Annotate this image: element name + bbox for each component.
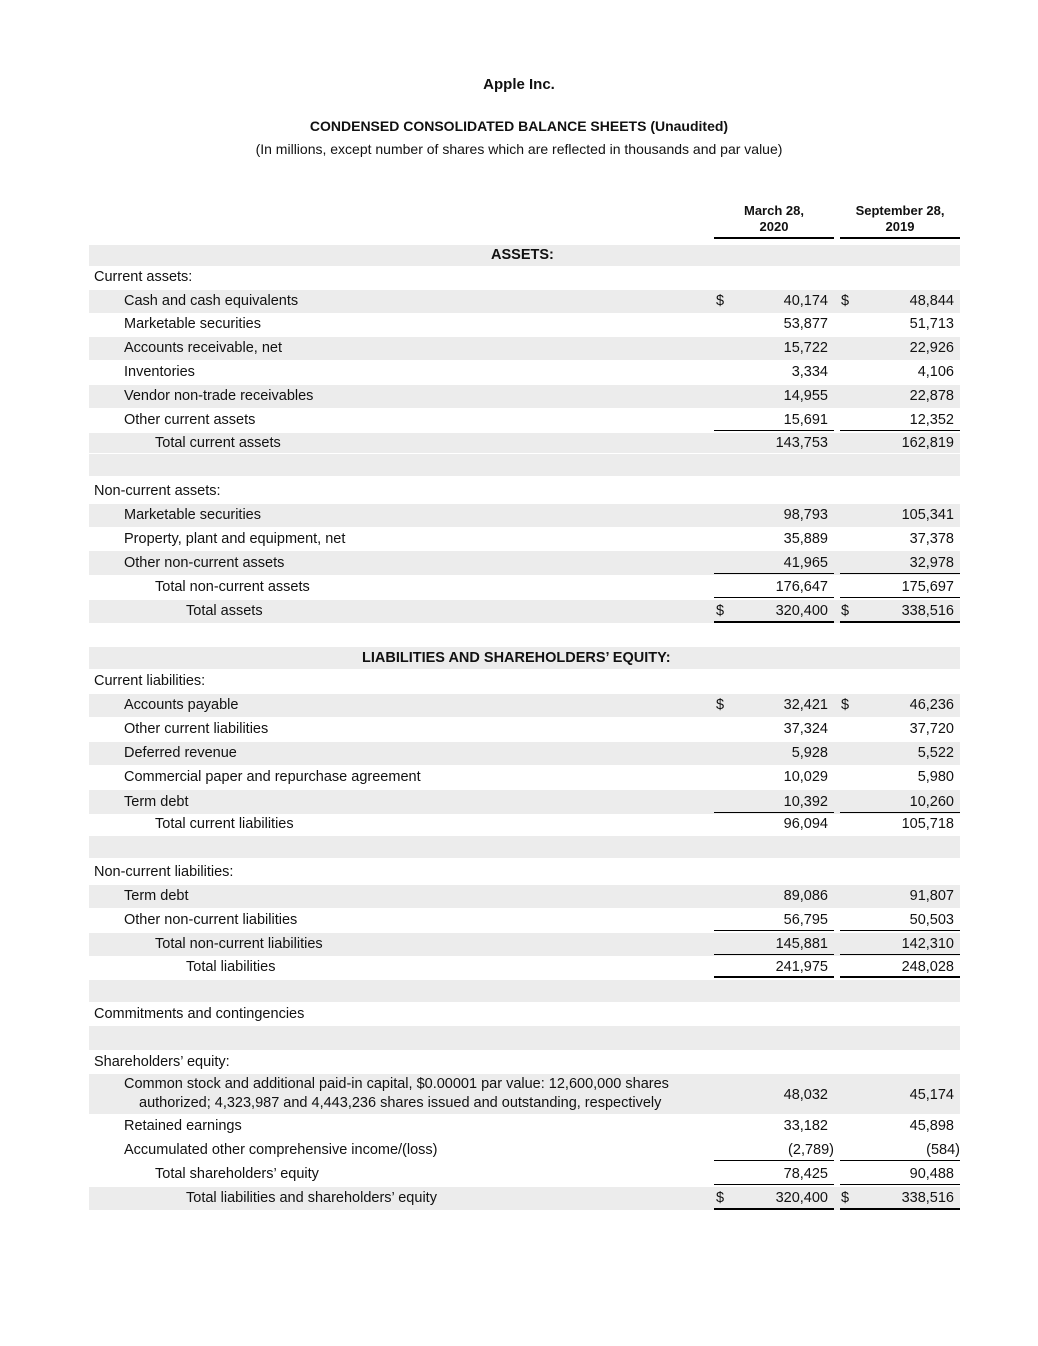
table-row bbox=[89, 528, 960, 551]
table-row bbox=[89, 885, 960, 908]
currency-symbol: $ bbox=[716, 697, 725, 713]
underline-rule bbox=[714, 930, 834, 931]
value-september-2019: 105,341 bbox=[901, 507, 954, 523]
column-header-line1: March 28, bbox=[744, 203, 804, 218]
table-row bbox=[89, 766, 960, 789]
line-item-label: Other non-current assets bbox=[124, 555, 285, 571]
table-row bbox=[89, 980, 960, 1002]
table-row bbox=[89, 718, 960, 741]
table-row bbox=[89, 245, 960, 266]
value-september-2019: 51,713 bbox=[909, 316, 954, 332]
value-september-2019: 142,310 bbox=[901, 936, 954, 952]
value-march-2020: 320,400 bbox=[775, 1190, 828, 1206]
value-september-2019: 10,260 bbox=[909, 794, 954, 810]
table-row bbox=[89, 361, 960, 384]
value-september-2019: (584) bbox=[926, 1142, 960, 1158]
line-item-label: Retained earnings bbox=[124, 1118, 242, 1134]
underline-rule bbox=[714, 976, 834, 978]
value-march-2020: 78,425 bbox=[783, 1166, 828, 1182]
group-heading: Non-current assets: bbox=[94, 483, 221, 499]
value-march-2020: 145,881 bbox=[775, 936, 828, 952]
subtotal-label: Total current assets bbox=[155, 435, 281, 451]
underline-rule bbox=[840, 812, 960, 813]
value-march-2020: 37,324 bbox=[783, 721, 828, 737]
currency-symbol: $ bbox=[841, 697, 850, 713]
line-item-label: Deferred revenue bbox=[124, 745, 237, 761]
value-march-2020: 10,029 bbox=[783, 769, 828, 785]
table-row bbox=[89, 266, 960, 289]
currency-symbol: $ bbox=[841, 293, 850, 309]
value-march-2020: (2,789) bbox=[788, 1142, 834, 1158]
table-row bbox=[89, 790, 960, 814]
section-heading: ASSETS: bbox=[491, 247, 554, 263]
value-september-2019: 45,898 bbox=[909, 1118, 954, 1134]
table-row bbox=[89, 836, 960, 858]
underline-rule bbox=[714, 954, 834, 955]
value-march-2020: 89,086 bbox=[783, 888, 828, 904]
table-row bbox=[89, 1187, 960, 1210]
table-row bbox=[89, 337, 960, 360]
line-item-label: Common stock and additional paid-in capital, $0.00001 par value: 12,600,000 shares bbox=[124, 1076, 669, 1092]
table-row bbox=[89, 861, 960, 884]
underline-rule bbox=[714, 1184, 834, 1185]
underline-rule bbox=[714, 573, 834, 574]
value-september-2019: 4,106 bbox=[917, 364, 954, 380]
table-row bbox=[89, 647, 960, 669]
total-label: Total liabilities bbox=[186, 959, 276, 975]
line-item-label: Other current liabilities bbox=[124, 721, 269, 737]
value-march-2020: 32,421 bbox=[783, 697, 828, 713]
currency-symbol: $ bbox=[716, 293, 725, 309]
column-header-line1: September 28, bbox=[855, 203, 945, 218]
table-row bbox=[89, 814, 960, 835]
value-september-2019: 91,807 bbox=[909, 888, 954, 904]
value-march-2020: 14,955 bbox=[783, 388, 828, 404]
table-row bbox=[89, 480, 960, 503]
underline-rule bbox=[714, 430, 834, 431]
column-header-line2: 2020 bbox=[759, 219, 789, 234]
value-march-2020: 320,400 bbox=[775, 603, 828, 619]
value-march-2020: 98,793 bbox=[783, 507, 828, 523]
group-heading: Non-current liabilities: bbox=[94, 864, 234, 880]
line-item-label: Other current assets bbox=[124, 412, 256, 428]
line-item-label: Other non-current liabilities bbox=[124, 912, 298, 928]
total-label: Total liabilities and shareholders’ equity bbox=[186, 1190, 437, 1206]
table-row bbox=[89, 694, 960, 717]
value-september-2019: 48,844 bbox=[909, 293, 954, 309]
table-row bbox=[89, 433, 960, 453]
value-march-2020: 5,928 bbox=[791, 745, 828, 761]
value-september-2019: 22,926 bbox=[909, 340, 954, 356]
value-september-2019: 90,488 bbox=[909, 1166, 954, 1182]
value-march-2020: 96,094 bbox=[783, 816, 828, 832]
table-row bbox=[89, 670, 960, 693]
group-heading: Shareholders’ equity: bbox=[94, 1054, 230, 1070]
section-heading: LIABILITIES AND SHAREHOLDERS’ EQUITY: bbox=[362, 650, 671, 666]
currency-symbol: $ bbox=[841, 1190, 850, 1206]
line-item-label: Accumulated other comprehensive income/(loss) bbox=[124, 1142, 438, 1158]
group-heading: Current assets: bbox=[94, 269, 193, 285]
value-march-2020: 176,647 bbox=[775, 579, 828, 595]
table-row bbox=[89, 290, 960, 313]
table-row bbox=[89, 742, 960, 765]
underline-rule bbox=[840, 573, 960, 574]
underline-rule bbox=[714, 812, 834, 813]
table-row bbox=[89, 504, 960, 527]
subtotal-label: Total non-current liabilities bbox=[155, 936, 323, 952]
currency-symbol: $ bbox=[716, 1190, 725, 1206]
underline-rule bbox=[840, 976, 960, 978]
statement-title: CONDENSED CONSOLIDATED BALANCE SHEETS (Unaudited) bbox=[309, 118, 729, 134]
underline-rule bbox=[840, 597, 960, 598]
table-row bbox=[89, 1163, 960, 1186]
underline-rule bbox=[714, 1208, 834, 1210]
statement-subtitle: (In millions, except number of shares which are reflected in thousands and par value) bbox=[255, 141, 783, 157]
table-row bbox=[89, 622, 960, 645]
line-item-label: Marketable securities bbox=[124, 316, 261, 332]
value-september-2019: 50,503 bbox=[909, 912, 954, 928]
table-row bbox=[89, 933, 960, 956]
table-row bbox=[89, 454, 960, 476]
table-row bbox=[89, 1074, 960, 1114]
value-september-2019: 22,878 bbox=[909, 388, 954, 404]
line-item-label: Property, plant and equipment, net bbox=[124, 531, 346, 547]
value-september-2019: 338,516 bbox=[901, 1190, 954, 1206]
line-item-label: Vendor non-trade receivables bbox=[124, 388, 314, 404]
value-march-2020: 10,392 bbox=[783, 794, 828, 810]
value-march-2020: 56,795 bbox=[783, 912, 828, 928]
table-row bbox=[89, 600, 960, 623]
underline-rule bbox=[840, 1184, 960, 1185]
table-row bbox=[89, 908, 960, 932]
underline-rule bbox=[840, 430, 960, 431]
line-item-label: Accounts payable bbox=[124, 697, 239, 713]
currency-symbol: $ bbox=[841, 603, 850, 619]
value-march-2020: 40,174 bbox=[783, 293, 828, 309]
value-september-2019: 162,819 bbox=[901, 435, 954, 451]
value-march-2020: 3,334 bbox=[791, 364, 828, 380]
underline-rule bbox=[840, 954, 960, 955]
table-row bbox=[89, 1051, 960, 1073]
value-september-2019: 37,378 bbox=[909, 531, 954, 547]
company-name: Apple Inc. bbox=[483, 76, 555, 93]
underline-rule bbox=[840, 930, 960, 931]
subtotal-label: Total non-current assets bbox=[155, 579, 310, 595]
value-september-2019: 32,978 bbox=[909, 555, 954, 571]
value-march-2020: 241,975 bbox=[775, 959, 828, 975]
table-row bbox=[89, 313, 960, 336]
value-september-2019: 105,718 bbox=[901, 816, 954, 832]
subtotal-label: Total current liabilities bbox=[155, 816, 294, 832]
table-row bbox=[89, 1139, 960, 1162]
table-row bbox=[89, 408, 960, 432]
value-march-2020: 143,753 bbox=[775, 435, 828, 451]
value-september-2019: 37,720 bbox=[909, 721, 954, 737]
subtotal-label: Total shareholders’ equity bbox=[155, 1166, 319, 1182]
underline-rule bbox=[840, 1160, 960, 1161]
value-september-2019: 45,174 bbox=[909, 1087, 954, 1103]
group-heading: Commitments and contingencies bbox=[94, 1006, 305, 1022]
underline-rule bbox=[714, 597, 834, 598]
table-row bbox=[89, 1026, 960, 1050]
table-row bbox=[89, 576, 960, 599]
value-september-2019: 248,028 bbox=[901, 959, 954, 975]
line-item-label: Accounts receivable, net bbox=[124, 340, 282, 356]
line-item-label: Inventories bbox=[124, 364, 195, 380]
value-september-2019: 46,236 bbox=[909, 697, 954, 713]
table-row bbox=[89, 551, 960, 575]
value-march-2020: 15,691 bbox=[783, 412, 828, 428]
underline-rule bbox=[840, 1208, 960, 1210]
table-row bbox=[89, 385, 960, 408]
line-item-label: Term debt bbox=[124, 888, 189, 904]
total-label: Total assets bbox=[186, 603, 263, 619]
line-item-label: Cash and cash equivalents bbox=[124, 293, 299, 309]
value-september-2019: 175,697 bbox=[901, 579, 954, 595]
value-march-2020: 41,965 bbox=[783, 555, 828, 571]
group-heading: Current liabilities: bbox=[94, 673, 206, 689]
value-march-2020: 53,877 bbox=[783, 316, 828, 332]
table-row bbox=[89, 957, 960, 978]
table-row bbox=[89, 1004, 960, 1025]
value-march-2020: 48,032 bbox=[783, 1087, 828, 1103]
line-item-label: Commercial paper and repurchase agreement bbox=[124, 769, 421, 785]
line-item-label: Term debt bbox=[124, 794, 189, 810]
line-item-label-continuation: authorized; 4,323,987 and 4,443,236 shares issued and outstanding, respectively bbox=[139, 1095, 662, 1111]
line-item-label: Marketable securities bbox=[124, 507, 261, 523]
underline-rule bbox=[714, 1160, 834, 1161]
value-march-2020: 33,182 bbox=[783, 1118, 828, 1134]
value-march-2020: 35,889 bbox=[783, 531, 828, 547]
value-march-2020: 15,722 bbox=[783, 340, 828, 356]
column-header-line2: 2019 bbox=[885, 219, 915, 234]
table-row bbox=[89, 1115, 960, 1138]
value-september-2019: 5,522 bbox=[917, 745, 954, 761]
value-september-2019: 5,980 bbox=[917, 769, 954, 785]
value-september-2019: 12,352 bbox=[909, 412, 954, 428]
currency-symbol: $ bbox=[716, 603, 725, 619]
value-september-2019: 338,516 bbox=[901, 603, 954, 619]
